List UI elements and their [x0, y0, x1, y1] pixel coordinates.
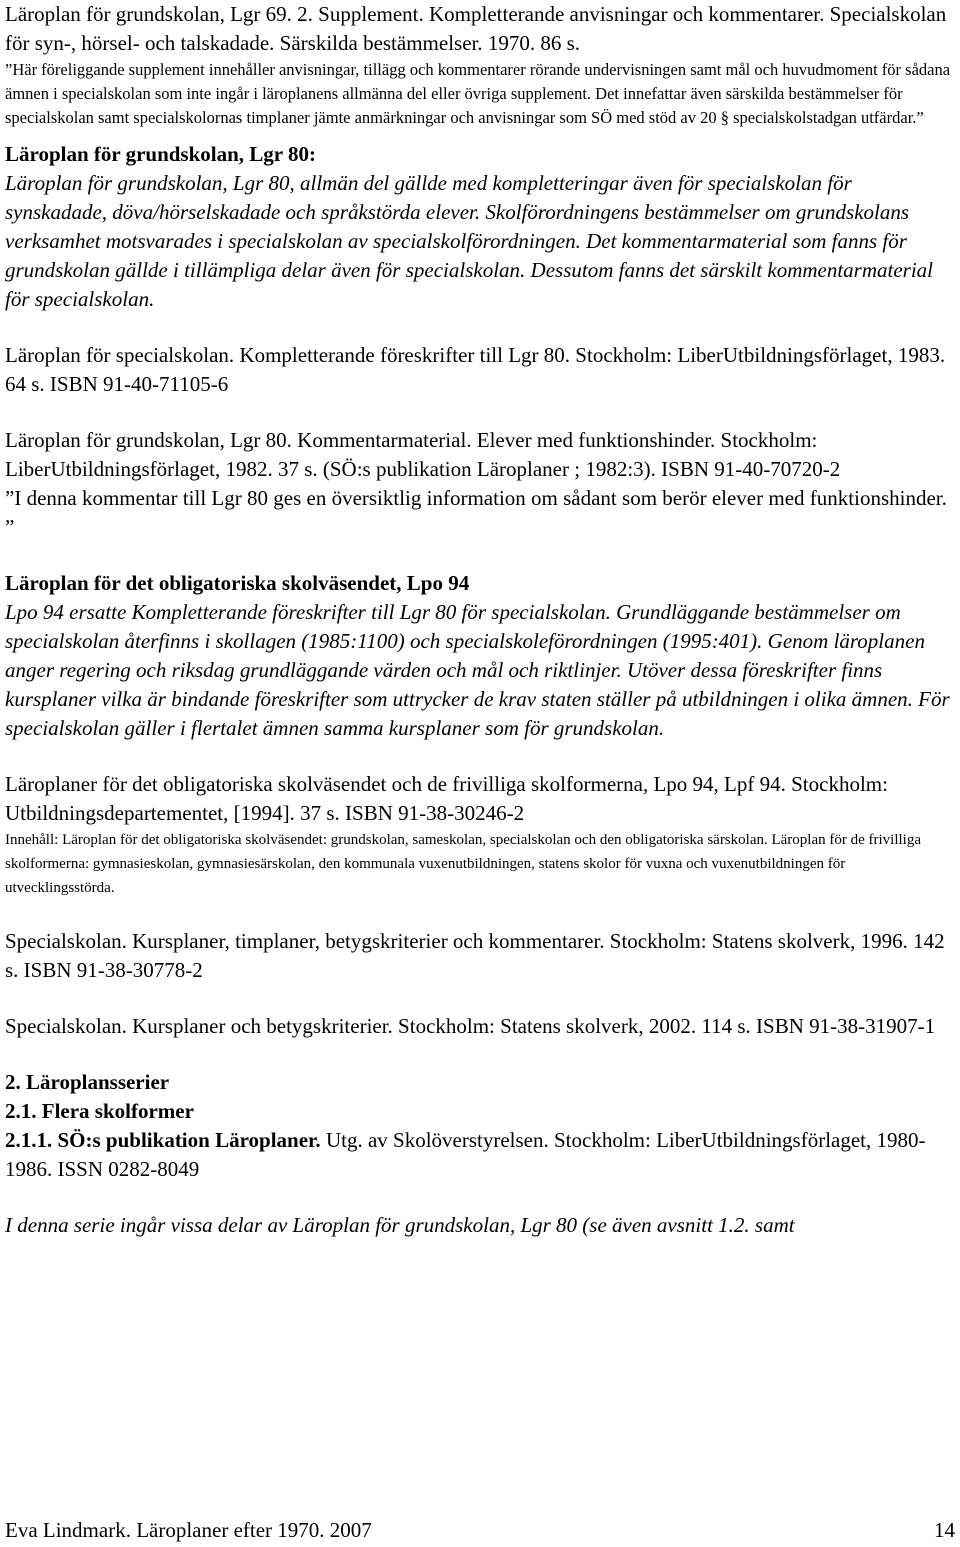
lgr80-reference-1: Läroplan för specialskolan. Kompletterande föreskrifter till Lgr 80. Stockholm: LiberUtbildningsförlaget, 1983. 64 s. ISBN 91-40-71105-6: [5, 343, 946, 396]
lgr80-reference-2-quote: ”I denna kommentar till Lgr 80 ges en översiktlig information om sådant som berör elever med funktionshinder. ”: [5, 486, 947, 539]
lpo94-reference-1: Läroplaner för det obligatoriska skolväsendet och de frivilliga skolformerna, Lpo 94, Lpf 94. Stockholm: Utbildningsdepartementet, [1994]. 37 s. ISBN 91-38-30246-2: [5, 772, 888, 825]
section-2-1-1-details: Utg. av Skolöverstyrelsen. Stockholm: LiberUtbildningsförlaget, 1980-1986. ISSN 0282-8049: [5, 1128, 926, 1181]
section-2-note: I denna serie ingår vissa delar av Läroplan för grundskolan, Lgr 80 (se även avsnitt 1.2. samt: [5, 1213, 795, 1237]
lgr80-heading: Läroplan för grundskolan, Lgr 80:: [5, 142, 316, 166]
lgr69-title: Läroplan för grundskolan, Lgr 69. 2. Supplement. Kompletterande anvisningar och kommentarer. Specialskolan för syn-, hörsel- och talskadade. Särskilda bestämmelser. 1970. 86 s.: [5, 2, 947, 55]
section-2-heading: 2. Läroplansserier: [5, 1070, 170, 1094]
lpo94-reference-2: Specialskolan. Kursplaner, timplaner, betygskriterier och kommentarer. Stockholm: Statens skolverk, 1996. 142 s. ISBN 91-38-30778-2: [5, 929, 945, 982]
page-number: 14: [934, 1518, 955, 1542]
lpo94-heading: Läroplan för det obligatoriska skolväsendet, Lpo 94: [5, 571, 470, 595]
section-2-1-1-title: 2.1.1. SÖ:s publikation Läroplaner.: [5, 1128, 321, 1152]
footer-author-title: Eva Lindmark. Läroplaner efter 1970. 2007: [5, 1518, 372, 1542]
page-footer: [5, 1516, 955, 1544]
lpo94-intro: Lpo 94 ersatte Kompletterande föreskrifter till Lgr 80 för specialskolan. Grundläggande bestämmelser om specialskolan återfinns i skollagen (1985:1100) och specialskoleförordningen (1995:401). Genom läroplanen anger regering och riksdag grundläggande värden och mål och riktlinjer. Utöver dessa föreskrifter finns kursplaner vilka är bindande föreskrifter som uttrycker de krav staten ställer på utbildningen i olika ämnen. För specialskolan gäller i flertalet ämnen samma kursplaner som för grundskolan.: [5, 600, 950, 740]
lgr69-description: ”Här föreliggande supplement innehåller anvisningar, tillägg och kommentarer rörande undervisningen samt mål och huvudmoment för sådana ämnen i specialskolan som inte ingår i läroplanens allmänna del eller övriga supplement. Det innefattar även särskilda bestämmelser för specialskolan samt specialskolornas timplaner jämte anmärkningar och anvisningar som SÖ med stöd av 20 § specialskolstadgan utfärdar.”: [5, 60, 951, 127]
lpo94-reference-1-contents: Innehåll: Läroplan för det obligatoriska skolväsendet: grundskolan, sameskolan, specialskolan och den obligatoriska särskolan. Läroplan för de frivilliga skolformerna: gymnasieskolan, gymnasiesärskolan, den kommunala vuxenutbildningen, statens skolor för vuxna och vuxenutbildningen för utvecklingsstörda.: [5, 832, 921, 896]
document-page: [5, 0, 955, 1240]
section-2-1-heading: 2.1. Flera skolformer: [5, 1099, 194, 1123]
lgr80-intro: Läroplan för grundskolan, Lgr 80, allmän del gällde med kompletteringar även för specialskolan för synskadade, döva/hörselskadade och språkstörda elever. Skolförordningens bestämmelser om grundskolans verksamhet motsvarades i specialskolan av specialskolförordningen. Det kommentarmaterial som fanns för grundskolan gällde i tillämpliga delar även för specialskolan. Dessutom fanns det särskilt kommentarmaterial för specialskolan.: [5, 171, 934, 311]
lgr80-reference-2: Läroplan för grundskolan, Lgr 80. Kommentarmaterial. Elever med funktionshinder. Stockholm: LiberUtbildningsförlaget, 1982. 37 s. (SÖ:s publikation Läroplaner ; 1982:3). ISBN 91-40-70720-2: [5, 428, 841, 481]
lpo94-reference-3: Specialskolan. Kursplaner och betygskriterier. Stockholm: Statens skolverk, 2002. 114 s. ISBN 91-38-31907-1: [5, 1014, 936, 1038]
section-2-1-1-entry: [5, 1126, 955, 1184]
